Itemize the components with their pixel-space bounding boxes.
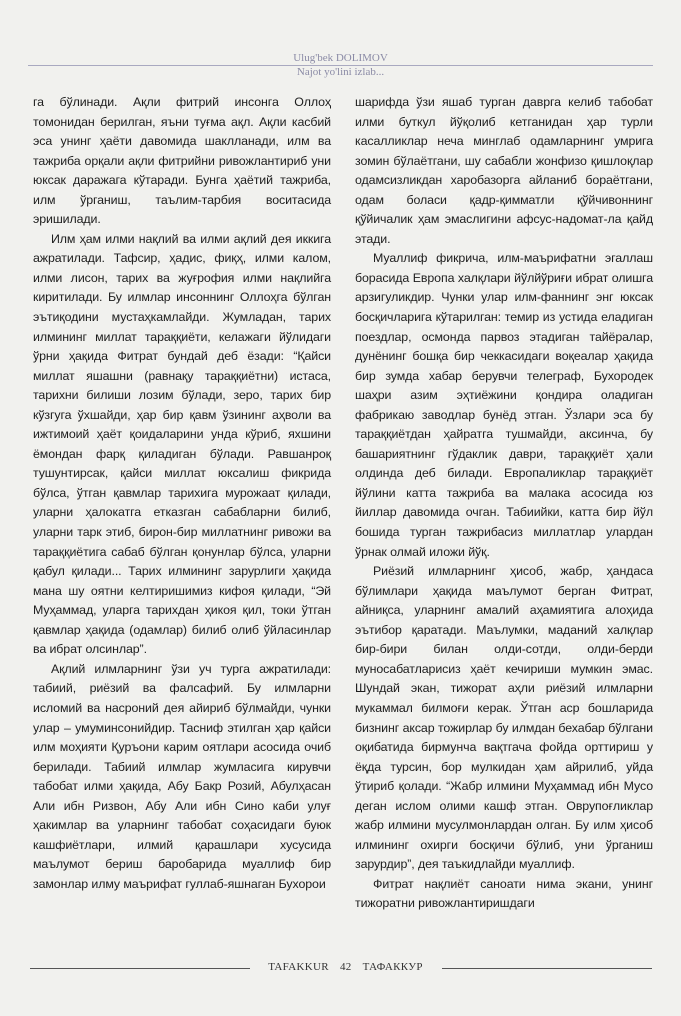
running-head: [0, 51, 681, 79]
footer-rule-left: [30, 968, 250, 969]
left-column: [33, 93, 331, 935]
page-number: 42: [339, 961, 352, 973]
page-footer: [30, 959, 652, 979]
paragraph: га бўлинади. Ақли фитрий инсонга Оллоҳ томонидан берилган, яъни туғма ақл. Ақли касбий эса унинг ҳаёти давомида шаклланади, илм ва тажриба орқали ақли фитрийни ривожлантириб уни юксак даражага кўтаради. Бунга ҳаётий тажриба, илм ўрганиш, таълим-тарбия воситасида эришилади.: [33, 95, 331, 227]
paragraph: Фитрат нақлиёт саноати нима экани, унинг тижоратни ривожлантиришдаги: [355, 876, 653, 911]
footer-journal-latin: TAFAKKUR: [268, 961, 329, 973]
running-head-rule: [28, 65, 653, 66]
footer-journal-cyrillic: ТАФАККУР: [362, 961, 423, 973]
paragraph: шарифда ўзи яшаб турган даврга келиб табобат илми буткул йўқолиб кетганидан ҳар турли касалликлар неча минглаб одамларнинг умрига зомин бўлаётгани, шу сабабли жонфизо қишлоқлар одамсизликдан харобазорга айланиб бораётгани, одам боласи қадр-қимматли қўйчивоннинг қўйичалик ҳам эмаслигини афсус-надомат-ла қайд этади.: [355, 95, 653, 246]
paragraph: Муаллиф фикрича, илм-маърифатни эгаллаш борасида Европа халқлари йўлйўриғи ибрат олишга арзигуликдир. Чунки улар илм-фаннинг энг юксак босқичларига кўтарилган: темир из устида еладиган поездлар, осмонда парвоз этадиган тайёралар, дунёнинг бошқа бир чеккасидаги воқеалар ҳақида бир зумда хабар берувчи телеграф, Бухородек шаҳри азим эҳтиёжини қондира оладиган фабрикаю заводлар бунёд этган. Ўзлари эса бу тараққиётдан ҳайратга тушмайди, аксинча, бу башариятнинг гўдаклик даври, тараққиёт ҳали олдинда деб билади. Европаликлар тараққиёт йўлини катта тажриба ва малака асосида юз йиллар давомида очган. Табиийки, катта бир йўл бошида турган тажрибасиз миллатлар улардан ўрнак олмай иложи йўқ.: [355, 251, 653, 559]
right-column: [355, 93, 653, 935]
footer-rule-right: [442, 968, 652, 969]
text-columns: [33, 93, 653, 935]
paragraph: Ақлий илмларнинг ўзи уч турга ажратилади: табиий, риёзий ва фалсафий. Бу илмларни исломий ва насроний дея айириб бўлмайди, чунки улар – умуминсонийдир. Тасниф этилган ҳар қайси илм моҳияти Қуръони карим оятлари асосида очиб берилади. Табиий илмлар жумласига кирувчи табобат илми ҳақида, Абу Бакр Розий, Абулҳасан Али ибн Ризвон, Абу Али ибн Сино каби улуғ ҳакимлар ва уларнинг табобат соҳасидаги буюк кашфиётлари, илмий қарашлари хусусида маълумот бериш баробарида муаллиф бир замонлар илму маърифат гуллаб-яшнаган Бухорои: [33, 661, 331, 891]
running-head-title: Najot yo'lini izlab...: [296, 66, 385, 78]
paragraph: Илм ҳам илми нақлий ва илми ақлий дея иккига ажратилади. Тафсир, ҳадис, фиқҳ, илми калом, илми лисон, тарих ва жуғрофия илми нақлийга киритилади. Бу илмлар инсоннинг Оллоҳга бўлган эътиқодини мустаҳкамлайди. Жумладан, тарих илмининг миллат тараққиёти, келажаги йўлидаги ўрни ҳақида Фитрат бундай деб ёзади: “Қайси миллат яшашни (равнақу тараққиётни) истаса, тарихни билиши лозим бўлади, зеро, тарих бир кўзгуга ўхшайди, ҳар бир қавм ўзининг аҳволи ва ижтимоий ҳаёт қоидаларини унда кўриб, яхшини ёмондан фарқ қиладиган бўлади. Равшанроқ тушунтирсак, қайси миллат юксалиш фикрида бўлса, ўтган қавмлар тарихига мурожаат қилади, уларни ҳалокатга етказган сабабларни билиб, уларни тарк этиб, бирон-бир миллатнинг ривожи ва тараққиётига сабаб бўлган қонунлар бўлса, уларни қабул қилади... Тарих илмининг зарурлиги ҳақида мана шу оятни келтиришимиз кифоя қилади, “Эй Муҳаммад, уларга тарихдан ҳикоя қил, токи ўтган қавмлар ҳақида (одамлар) билиб олиб ўйласинлар ва ибрат олсинлар”.: [33, 231, 331, 657]
running-head-author: Ulug'bek DOLIMOV: [293, 52, 388, 64]
paragraph: Риёзий илмларнинг ҳисоб, жабр, ҳандаса бўлимлари ҳақида маълумот берган Фитрат, айниқса, уларнинг амалий аҳамиятига алоҳида эътибор қаратади. Маълумки, маданий халқлар бир-бири билан олди-сотди, олди-берди муносабатларисиз ҳаёт кечириши мумкин эмас. Шундай экан, тижорат аҳли риёзий илмларни мукаммал билмоғи керак. Ўтган аср бошларида бизнинг аксар тожирлар бу илмдан бехабар бўлгани оқибатида бирмунча вақтгача фойда орттириш у ёқда турсин, бор мулкидан ҳам айрилиб, уйда ўтириб қолади. “Жабр илмини Муҳаммад ибн Мусо деган ислом олими кашф этган. Оврупоғликлар жабр илмини мусулмонлардан олган. Бу илм ҳисоб илмининг охирги босқичи бўлиб, уни ўрганиш зарурдир”, дея таъкидлайди муаллиф.: [355, 564, 653, 872]
footer-label: [258, 961, 433, 973]
